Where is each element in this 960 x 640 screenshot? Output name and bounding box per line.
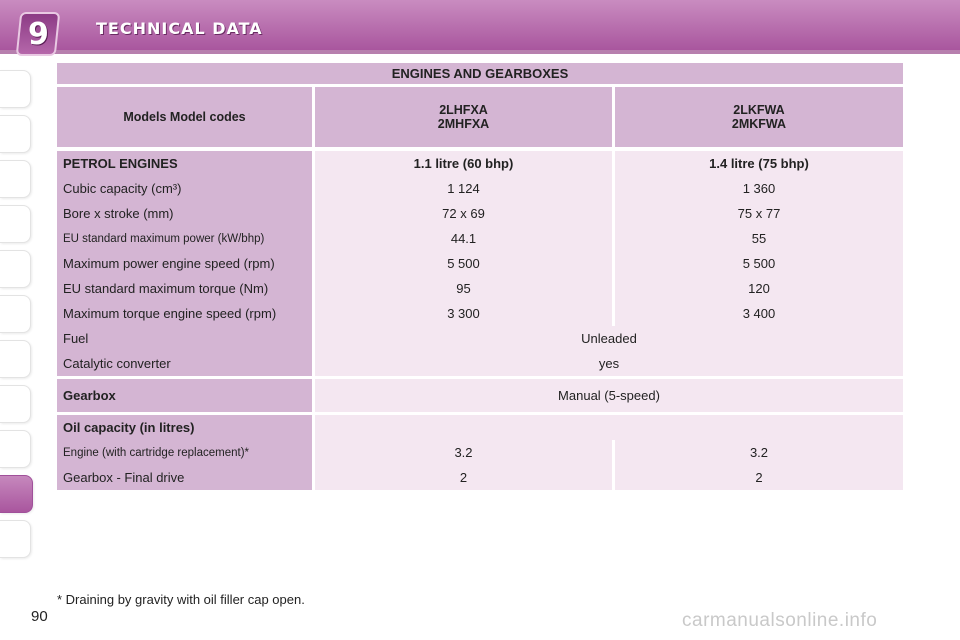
row-value-col2: 5 500: [612, 251, 903, 276]
row-label: Maximum torque engine speed (rpm): [57, 301, 312, 326]
oil-capacity-label: Oil capacity (in litres): [57, 415, 312, 440]
row-label: EU standard maximum torque (Nm): [57, 276, 312, 301]
gearbox-row: [57, 379, 903, 412]
row-value-col2: 120: [612, 276, 903, 301]
row-label: Bore x stroke (mm): [57, 201, 312, 226]
row-value-col1: 5 500: [312, 251, 612, 276]
row-label: Gearbox - Final drive: [57, 465, 312, 490]
model-code: 2LKFWA: [733, 103, 785, 117]
table-row: [57, 276, 903, 301]
section-tab-5[interactable]: [0, 250, 31, 288]
row-value-col2: 1 360: [612, 176, 903, 201]
section-tab-3[interactable]: [0, 160, 31, 198]
oil-capacity-blank: [312, 415, 903, 440]
model-codes-col1: [312, 87, 612, 151]
row-value-col2: 3 400: [612, 301, 903, 326]
header-divider: [0, 50, 960, 54]
chapter-number: 9: [27, 16, 49, 52]
row-value-col2: 3.2: [612, 440, 903, 465]
oil-capacity-row: [57, 415, 903, 440]
catalytic-row: [57, 351, 903, 376]
table-row: [57, 201, 903, 226]
section-tabs: [0, 70, 34, 575]
fuel-row: [57, 326, 903, 351]
section-tab-6[interactable]: [0, 295, 31, 333]
table-row: [57, 226, 903, 251]
section-tab-10-active[interactable]: [0, 475, 33, 513]
section-tab-8[interactable]: [0, 385, 31, 423]
section-tab-7[interactable]: [0, 340, 31, 378]
catalytic-value: yes: [312, 351, 903, 376]
row-value-col1: 44.1: [312, 226, 612, 251]
page-title: TECHNICAL DATA: [96, 19, 263, 38]
model-code: 2LHFXA: [439, 103, 488, 117]
engine-col1: 1.1 litre (60 bhp): [312, 151, 612, 176]
table-row: [57, 176, 903, 201]
row-value-col2: 2: [612, 465, 903, 490]
fuel-value: Unleaded: [312, 326, 903, 351]
row-value-col1: 95: [312, 276, 612, 301]
watermark: carmanualsonline.info: [682, 610, 878, 631]
petrol-engines-label: PETROL ENGINES: [57, 151, 312, 176]
gearbox-value: Manual (5-speed): [312, 379, 903, 412]
footnote: * Draining by gravity with oil filler cap open.: [57, 592, 305, 607]
row-value-col1: 2: [312, 465, 612, 490]
row-value-col1: 3.2: [312, 440, 612, 465]
row-label: Cubic capacity (cm³): [57, 176, 312, 201]
models-row: [57, 87, 903, 151]
catalytic-label: Catalytic converter: [57, 351, 312, 376]
table-title: ENGINES AND GEARBOXES: [57, 63, 903, 87]
chapter-badge: [16, 12, 61, 56]
row-label: EU standard maximum power (kW/bhp): [57, 226, 312, 251]
row-value-col2: 55: [612, 226, 903, 251]
gearbox-label: Gearbox: [57, 379, 312, 412]
table-title-row: [57, 63, 903, 87]
engines-gearboxes-table: [57, 63, 903, 490]
section-tab-2[interactable]: [0, 115, 31, 153]
fuel-label: Fuel: [57, 326, 312, 351]
section-tab-4[interactable]: [0, 205, 31, 243]
row-value-col2: 75 x 77: [612, 201, 903, 226]
section-tab-9[interactable]: [0, 430, 31, 468]
section-tab-1[interactable]: [0, 70, 31, 108]
models-label: Models Model codes: [57, 87, 312, 151]
table-row: [57, 465, 903, 490]
row-label: Maximum power engine speed (rpm): [57, 251, 312, 276]
table-row: [57, 301, 903, 326]
row-value-col1: 1 124: [312, 176, 612, 201]
row-value-col1: 72 x 69: [312, 201, 612, 226]
section-tab-11[interactable]: [0, 520, 31, 558]
page-number: 90: [31, 608, 48, 625]
model-codes-col2: [612, 87, 903, 151]
engine-type-row: [57, 151, 903, 176]
row-value-col1: 3 300: [312, 301, 612, 326]
table-row: [57, 251, 903, 276]
model-code: 2MKFWA: [731, 117, 787, 131]
table-row: [57, 440, 903, 465]
engine-col2: 1.4 litre (75 bhp): [612, 151, 903, 176]
row-label: Engine (with cartridge replacement)*: [57, 440, 312, 465]
model-code: 2MHFXA: [437, 117, 490, 131]
